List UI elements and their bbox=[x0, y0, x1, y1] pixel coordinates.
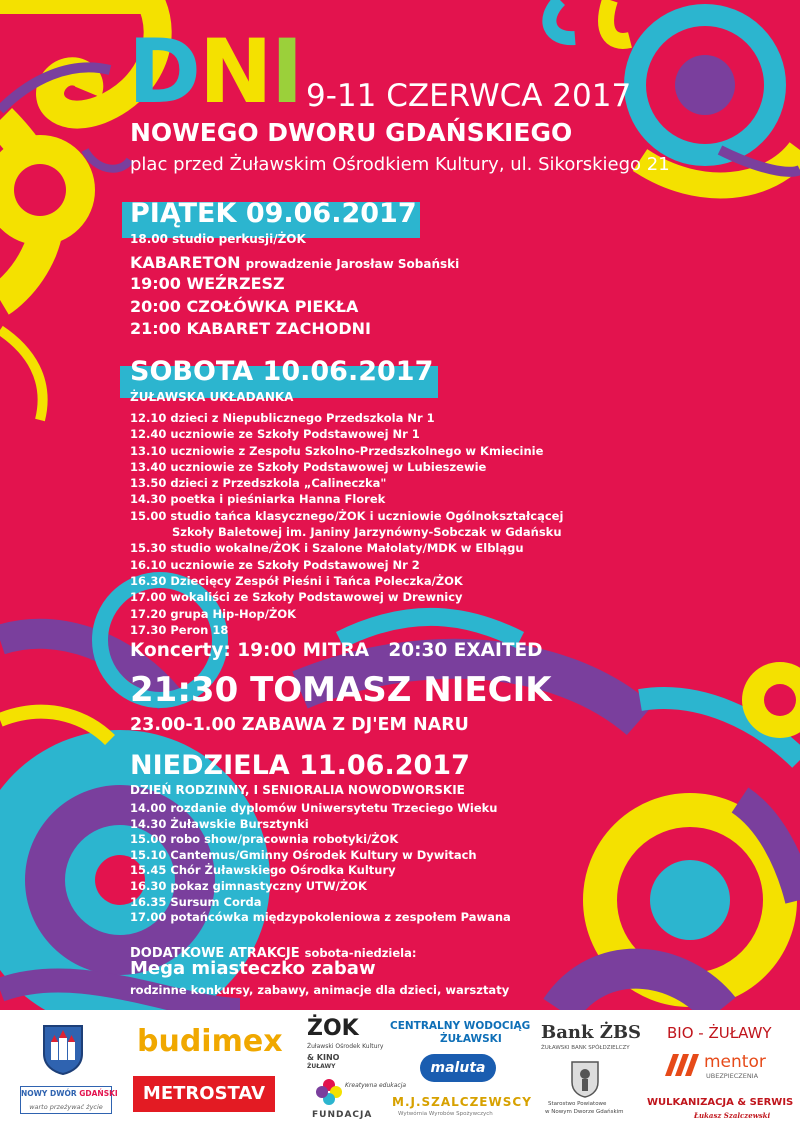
saturday-list bbox=[130, 410, 563, 638]
saturday-item: 17.30 Peron 18 bbox=[130, 622, 229, 637]
saturday-item: 13.10 uczniowie z Zespołu Szkolno-Przedszkolnego w Kmiecinie bbox=[130, 443, 544, 458]
kabareton-host: prowadzenie Jarosław Sobański bbox=[245, 257, 460, 271]
saturday-item: Szkoły Baletowej im. Janiny Jarzynówny-Sobczak w Gdańsku bbox=[172, 525, 562, 540]
sunday-item: 17.00 potańcówka międzypokoleniowa z zespołem Pawana bbox=[130, 910, 511, 925]
extra-note: sobota-niedziela: bbox=[304, 946, 417, 960]
kabareton-label: KABARETON bbox=[130, 253, 241, 272]
saturday-item: 12.40 uczniowie ze Szkoły Podstawowej Nr 1 bbox=[130, 427, 420, 442]
extra-title: DODATKOWE ATRAKCJE bbox=[130, 946, 300, 961]
sunday-item: 16.35 Sursum Corda bbox=[130, 894, 262, 909]
friday-item: 21:00 KABARET ZACHODNI bbox=[130, 319, 371, 338]
saturday-item: 13.50 dzieci z Przedszkola „Calineczka" bbox=[130, 476, 387, 491]
kabareton-line bbox=[130, 253, 459, 272]
wulkanizacja-sub: Łukasz Szalczewski bbox=[694, 1111, 771, 1120]
party-line: 23.00-1.00 ZABAWA Z DJ'EM NARU bbox=[130, 715, 469, 735]
sunday-item: 14.30 Żuławskie Bursztynki bbox=[130, 816, 309, 831]
sunday-item: 16.30 pokaz gimnastyczny UTW/ŻOK bbox=[130, 878, 367, 893]
fundacja-logo: FUNDACJA bbox=[312, 1110, 373, 1120]
friday-item: 19:00 WEŹRZESZ bbox=[130, 274, 285, 293]
saturday-title: SOBOTA 10.06.2017 bbox=[130, 356, 434, 387]
fundacja-flower-icon bbox=[314, 1077, 344, 1107]
ndg-logo-tag: warto przeżywać życie bbox=[29, 1103, 103, 1111]
mentor-sub: UBEZPIECZENIA bbox=[706, 1072, 759, 1080]
zok-kino: & KINO bbox=[307, 1053, 340, 1062]
sunday-title: NIEDZIELA 11.06.2017 bbox=[130, 750, 470, 781]
event-place: plac przed Żuławskim Ośrodkiem Kultury, ul. Sikorskiego 21 bbox=[130, 154, 670, 175]
dni-letter-i: I bbox=[270, 20, 302, 123]
friday-list bbox=[130, 273, 371, 341]
budimex-logo: budimex bbox=[137, 1024, 283, 1059]
zok-logo: ŻOK bbox=[307, 1016, 359, 1041]
sunday-subtitle: DZIEŃ RODZINNY, I SENIORALIA NOWODWORSKIE bbox=[130, 783, 465, 797]
dni-letter-d: D bbox=[128, 20, 200, 123]
maluta-logo: maluta bbox=[420, 1054, 496, 1082]
saturday-item: 17.20 grupa Hip-Hop/ŻOK bbox=[130, 606, 297, 621]
event-dates: 9-11 CZERWCA 2017 bbox=[306, 78, 632, 114]
friday-item: 20:00 CZOŁÓWKA PIEKŁA bbox=[130, 296, 359, 316]
friday-title: PIĄTEK 09.06.2017 bbox=[130, 198, 417, 229]
saturday-item: 17.00 wokaliści ze Szkoły Podstawowej w Drewnicy bbox=[130, 590, 463, 605]
bank-logo: Bank ŻBS bbox=[541, 1022, 642, 1043]
mentor-logo: mentor bbox=[704, 1052, 766, 1072]
friday-line-1: 18.00 studio perkusji/ŻOK bbox=[130, 232, 306, 246]
saturday-item: 16.10 uczniowie ze Szkoły Podstawowej Nr 2 bbox=[130, 557, 420, 572]
szalczewscy-sub: Wytwórnia Wyrobów Spożywczych bbox=[398, 1111, 493, 1117]
ndg-logo-b: GDAŃSKI bbox=[79, 1089, 118, 1098]
metrostav-logo: METROSTAV bbox=[133, 1076, 275, 1112]
coat-of-arms-icon bbox=[42, 1024, 84, 1076]
sponsors-strip bbox=[0, 1010, 800, 1131]
concerts-line: Koncerty: 19:00 MITRA 20:30 EXAITED bbox=[130, 640, 543, 661]
dni-logo bbox=[128, 20, 302, 123]
szalczewscy-logo: M.J.SZALCZEWSCY bbox=[392, 1095, 532, 1109]
saturday-item: 16.30 Dziecięcy Zespół Pieśni i Tańca Poleczka/ŻOK bbox=[130, 573, 463, 588]
saturday-item: 13.40 uczniowie ze Szkoły Podstawowej w Lubieszewie bbox=[130, 459, 487, 474]
bank-sub: ŻUŁAWSKI BANK SPÓŁDZIELCZY bbox=[541, 1045, 630, 1051]
extra-big: Mega miasteczko zabaw bbox=[130, 958, 376, 979]
dni-letter-n: N bbox=[199, 20, 271, 123]
ndg-logo-a: NOWY DWÓR bbox=[21, 1089, 77, 1098]
saturday-item: 12.10 dzieci z Niepublicznego Przedszkola Nr 1 bbox=[130, 411, 435, 425]
sunday-item: 14.00 rozdanie dyplomów Uniwersytetu Trzeciego Wieku bbox=[130, 801, 498, 815]
wodociag-line-1: CENTRALNY WODOCIĄG bbox=[390, 1020, 531, 1032]
zok-zulawy: ŻUŁAWY bbox=[307, 1063, 336, 1070]
sunday-item: 15.10 Cantemus/Gminny Ośrodek Kultury w Dywitach bbox=[130, 847, 477, 862]
sunday-item: 15.00 robo show/pracownia robotyki/ŻOK bbox=[130, 832, 399, 847]
mentor-mark-icon bbox=[665, 1054, 699, 1076]
starostwo-line-2: w Nowym Dworze Gdańskim bbox=[545, 1109, 624, 1115]
headliner: 21:30 TOMASZ NIECIK bbox=[130, 670, 552, 710]
bio-zulawy-logo: BIO - ŻUŁAWY bbox=[667, 1024, 772, 1042]
wulkanizacja-logo: WULKANIZACJA & SERWIS bbox=[647, 1097, 794, 1108]
saturday-item: 14.30 poetka i pieśniarka Hanna Florek bbox=[130, 492, 386, 507]
extra-desc: rodzinne konkursy, zabawy, animacje dla dzieci, warsztaty bbox=[130, 983, 510, 997]
saturday-item: 15.00 studio tańca klasycznego/ŻOK i uczniowie Ogólnokształcącej bbox=[130, 508, 564, 523]
sunday-list bbox=[130, 801, 511, 926]
wodociag-line-2: ŻUŁAWSKI bbox=[440, 1033, 502, 1045]
starostwo-line-1: Starostwo Powiatowe bbox=[548, 1101, 607, 1107]
sunday-item: 15.45 Chór Żuławskiego Ośrodka Kultury bbox=[130, 863, 396, 878]
saturday-item: 15.30 studio wokalne/ŻOK i Szalone Małolaty/MDK w Elblągu bbox=[130, 541, 524, 556]
fundacja-top: Kreatywna edukacja bbox=[345, 1082, 407, 1089]
saturday-subtitle: ŻUŁAWSKA UKŁADANKA bbox=[130, 390, 294, 404]
ndg-logo bbox=[20, 1086, 118, 1114]
event-city: NOWEGO DWORU GDAŃSKIEGO bbox=[130, 118, 573, 147]
zok-sub: Żuławski Ośrodek Kultury bbox=[307, 1043, 384, 1050]
starostwo-crest-icon bbox=[570, 1060, 600, 1098]
